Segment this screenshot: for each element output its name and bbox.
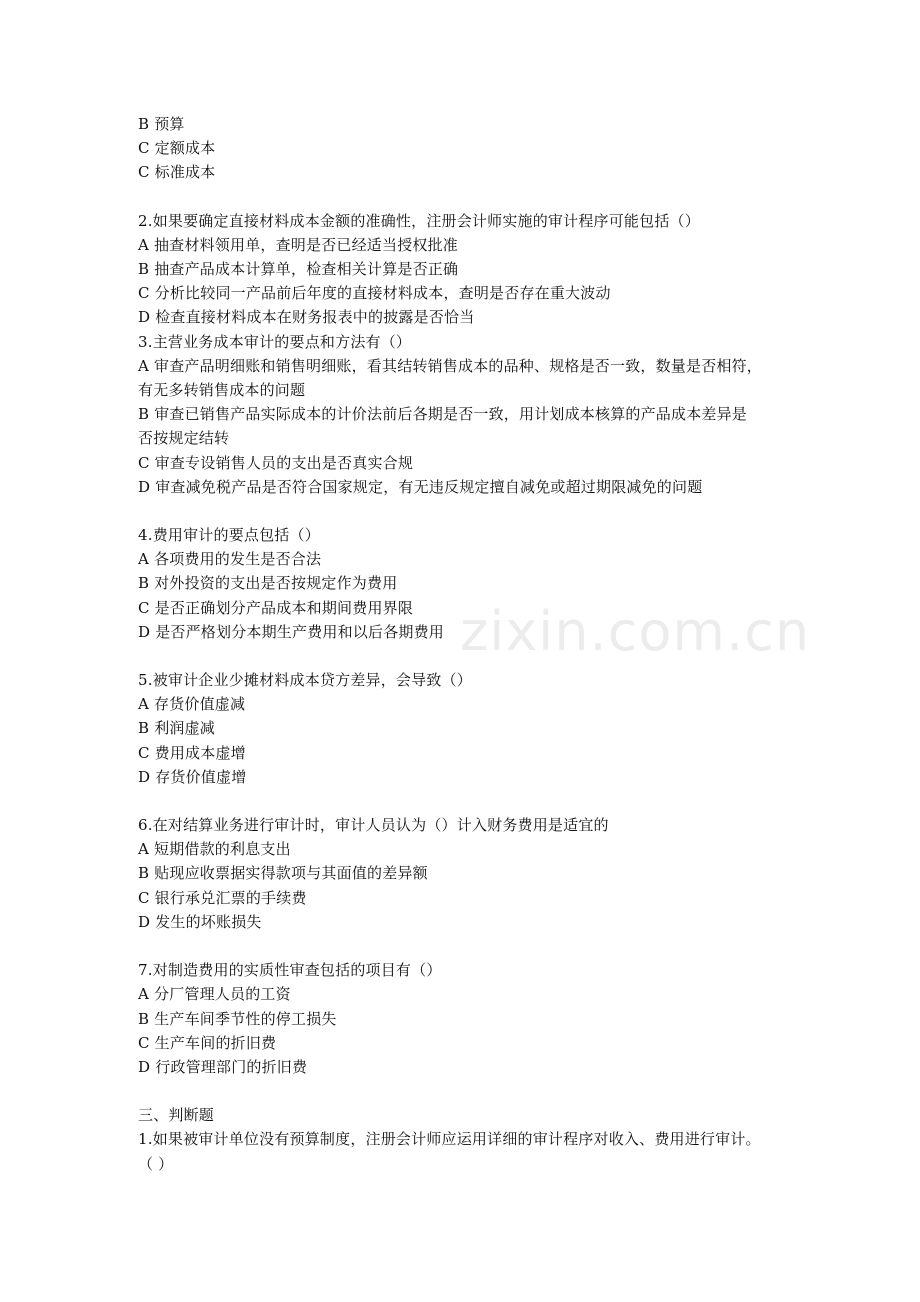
option-line: A 存货价值虚减 [138,695,246,714]
option-line-continued: 否按规定结转 [138,429,230,448]
option-line-continued: 有无多转销售成本的问题 [138,381,306,400]
section-block [138,1103,798,1176]
question-block [138,112,798,185]
paragraph-gap [138,934,798,958]
paragraph-gap [138,789,798,813]
question-block [138,209,798,499]
option-line: C 费用成本虚增 [138,743,246,762]
option-line: C 审查专设销售人员的支出是否真实合规 [138,453,414,472]
paragraph-gap [138,499,798,523]
option-line: A 各项费用的发生是否合法 [138,550,322,569]
paragraph-gap [138,185,798,209]
question-line: 3.主营业务成本审计的要点和方法有（） [138,332,412,351]
option-line: D 发生的坏账损失 [138,912,262,931]
paragraph-gap [138,1079,798,1103]
option-line: A 分厂管理人员的工资 [138,985,291,1004]
option-line: C 标准成本 [138,163,216,182]
option-line: C 生产车间的折旧费 [138,1033,277,1052]
option-line: B 预算 [138,115,185,133]
question-block [138,813,798,934]
question-line: 1.如果被审计单位没有预算制度，注册会计师应运用详细的审计程序对收入、费用进行审计。 [138,1130,761,1149]
option-line: D 审查减免税产品是否符合国家规定，有无违反规定擅自减免或超过期限减免的问题 [138,477,703,496]
option-line: B 对外投资的支出是否按规定作为费用 [138,574,398,593]
question-block [138,668,798,789]
option-line: B 生产车间季节性的停工损失 [138,1009,337,1028]
option-line: D 检查直接材料成本在财务报表中的披露是否恰当 [138,308,475,327]
option-line: D 是否严格划分本期生产费用和以后各期费用 [138,622,444,641]
question-block [138,958,798,1079]
question-line: 6.在对结算业务进行审计时，审计人员认为（）计入财务费用是适宜的 [138,816,609,835]
option-line: A 短期借款的利息支出 [138,840,291,859]
option-line: B 抽查产品成本计算单，检查相关计算是否正确 [138,260,459,279]
watermark: zixin.com.cn [460,600,811,663]
question-line: 4.费用审计的要点包括（） [138,526,320,545]
option-line: B 审查已销售产品实际成本的计价法前后各期是否一致，用计划成本核算的产品成本差异是 [138,405,747,424]
section-heading: 三、判断题 [138,1106,215,1125]
option-line: B 贴现应收票据实得款项与其面值的差异额 [138,864,428,883]
option-line: C 银行承兑汇票的手续费 [138,888,307,907]
option-line: B 利润虚减 [138,719,215,738]
option-line: A 审查产品明细账和销售明细账，看其结转销售成本的品种、规格是否一致，数量是否相符， [138,356,763,375]
question-line: 5.被审计企业少摊材料成本贷方差异，会导致（） [138,671,472,690]
option-line: D 行政管理部门的折旧费 [138,1057,308,1076]
option-line: C 分析比较同一产品前后年度的直接材料成本，查明是否存在重大波动 [138,284,611,303]
option-line: C 定额成本 [138,139,216,158]
question-line: 7.对制造费用的实质性审查包括的项目有（） [138,961,442,980]
option-line: C 是否正确划分产品成本和期间费用界限 [138,598,414,617]
answer-blank: （ ） [138,1154,174,1173]
option-line: D 存货价值虚增 [138,767,247,786]
question-line: 2.如果要确定直接材料成本金额的准确性，注册会计师实施的审计程序可能包括（） [138,211,700,230]
option-line: A 抽查材料领用单，查明是否已经适当授权批准 [138,235,459,254]
